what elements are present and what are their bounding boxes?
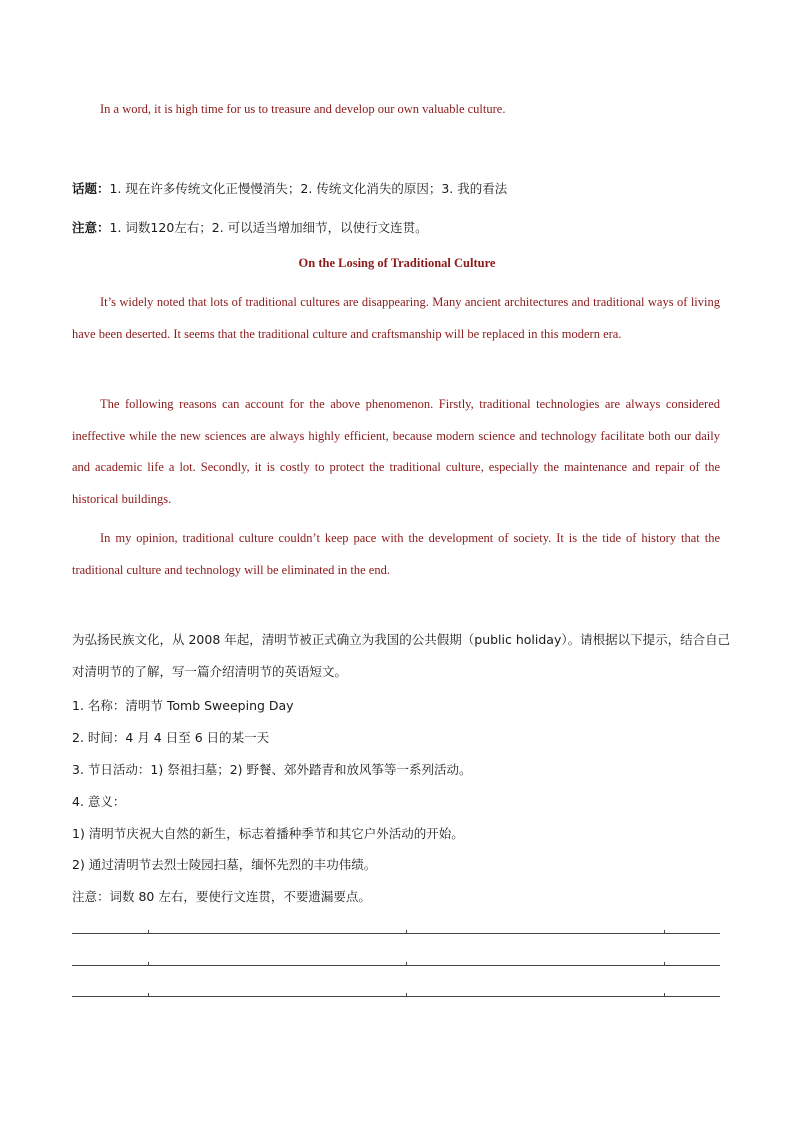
essay-title: On the Losing of Traditional Culture: [298, 256, 496, 270]
task-item-significance-1: 1) 清明节庆祝大自然的新生，标志着播种季节和其它户外活动的开始。: [72, 826, 464, 841]
task-note: 注意：词数 80 左右，要使行文连贯，不要遗漏要点。: [72, 889, 371, 904]
writing-line-tick: [406, 930, 407, 933]
task-intro: 为弘扬民族文化，从 2008 年起，清明节被正式确立为我国的公共假期（public holiday）。请根据以下提示，结合自己对清明节的了解，写一篇介绍清明节的英语短文。: [72, 632, 731, 679]
note-label: 注意：: [72, 220, 110, 235]
writing-line-tick: [148, 930, 149, 933]
note-text: 1. 词数120左右；2. 可以适当增加细节，以使行文连贯。: [109, 220, 428, 235]
writing-line-tick: [664, 993, 665, 996]
essay-paragraph-2: The following reasons can account for the above phenomenon. Firstly, traditional technologies are always considered ineffective while the new sciences are always highly efficient, because modern science and technology facilitate both our daily and academic life a lot. Secondly, it is costly to protect the traditional culture, especially the maintenance and repair of the historical buildings.: [72, 397, 720, 506]
topic-label: 话题：: [72, 181, 110, 196]
task-item-name: 1. 名称：清明节 Tomb Sweeping Day: [72, 698, 294, 713]
task-item-significance: 4. 意义：: [72, 794, 126, 809]
writing-line-tick: [406, 993, 407, 996]
essay-conclusion: In a word, it is high time for us to treasure and develop our own valuable culture.: [100, 102, 506, 116]
writing-line-tick: [406, 962, 407, 965]
essay-paragraph-3: In my opinion, traditional culture couldn’t keep pace with the development of society. It is the tide of history that the traditional culture and technology will be eliminated in the end.: [72, 531, 720, 577]
essay-paragraph-1: It’s widely noted that lots of traditional cultures are disappearing. Many ancient architectures and traditional ways of living have been deserted. It seems that the traditional culture and craftsmanship will be replaced in this modern era.: [72, 295, 720, 341]
writing-line-3[interactable]: [72, 996, 720, 997]
task-item-time: 2. 时间：4 月 4 日至 6 日的某一天: [72, 730, 270, 745]
writing-line-tick: [148, 993, 149, 996]
writing-line-2[interactable]: [72, 965, 720, 966]
note-line: [72, 218, 428, 236]
writing-line-tick: [148, 962, 149, 965]
task-item-significance-2: 2) 通过清明节去烈士陵园扫墓，缅怀先烈的丰功伟绩。: [72, 857, 377, 872]
topic-line: [72, 179, 507, 197]
writing-line-tick: [664, 962, 665, 965]
writing-line-1[interactable]: [72, 933, 720, 934]
task-item-activities: 3. 节日活动：1) 祭祖扫墓；2) 野餐、郊外踏青和放风筝等一系列活动。: [72, 762, 472, 777]
topic-text: 1. 现在许多传统文化正慢慢消失；2. 传统文化消失的原因；3. 我的看法: [109, 181, 508, 196]
writing-line-tick: [664, 930, 665, 933]
